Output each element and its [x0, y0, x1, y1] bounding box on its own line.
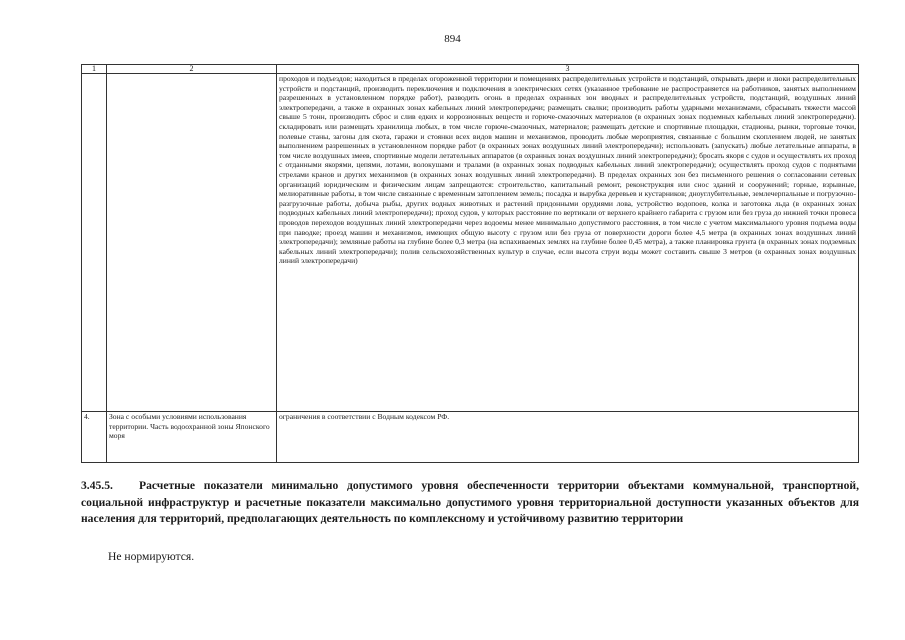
zones-table [81, 64, 859, 463]
section-number: 3.45.5. [81, 479, 113, 492]
header-cell-1: 1 [82, 65, 107, 74]
section-title: Расчетные показатели минимально допустимого уровня обеспеченности территории объектами коммунальной, транспортной, социальной инфраструктур и расчетные показатели максимально допустимого уровня территориальной доступности указанных объектов для населения для территорий, предполагающих деятельность по комплексному и устойчивому развитию территории [81, 479, 859, 525]
table-header-row [82, 65, 859, 74]
table-row [82, 74, 859, 412]
zone-name-cell [107, 74, 277, 412]
header-cell-3: 3 [277, 65, 859, 74]
section-heading [81, 478, 859, 528]
table-row [82, 412, 859, 463]
header-cell-2: 2 [107, 65, 277, 74]
row-number-cell [82, 74, 107, 412]
zone-name-cell: Зона с особыми условиями использования территории. Часть водоохранной зоны Японского моря [107, 412, 277, 463]
page-number: 894 [444, 33, 461, 45]
restrictions-cell: ограничения в соответствии с Водным кодексом РФ. [277, 412, 859, 463]
row-number-cell: 4. [82, 412, 107, 463]
restrictions-cell: проходов и подъездов; находиться в пределах огороженной территории и помещениях распределительных устройств и подстанций, открывать двери и люки распределительных устройств и подстанций, производить переключения и подключения в электрических сетях (указанное требование не распространяется на работников, занятых выполнением разрешенных в установленном порядке работ), разводить огонь в пределах охранных зон вводных и распределительных устройств, подстанций, воздушных линий электропередачи, а также в охранных зонах кабельных линий электропередачи; размещать свалки; производить работы ударными механизмами, сбрасывать тяжести массой свыше 5 тонн, производить сброс и слив едких и коррозионных веществ и горюче-смазочных материалов (в охранных зонах подземных кабельных линий электропередачи). складировать или размещать хранилища любых, в том числе горюче-смазочных, материалов; размещать детские и спортивные площадки, стадионы, рынки, торговые точки, полевые станы, загоны для скота, гаражи и стоянки всех видов машин и механизмов, проводить любые мероприятия, связанные с большим скоплением людей, не занятых выполнением разрешенных в установленном порядке работ (в охранных зонах воздушных линий электропередачи); использовать (запускать) любые летательные аппараты, в том числе воздушных змеев, спортивные модели летательных аппаратов (в охранных зонах воздушных линий электропередачи); бросать якоря с судов и осуществлять их проход с отданными якорями, цепями, лотами, волокушами и тралами (в охранных зонах подводных кабельных линий электропередачи); осуществлять проход судов с поднятыми стрелами кранов и других механизмов (в охранных зонах воздушных линий электропередачи). В пределах охранных зон без письменного решения о согласовании сетевых организаций юридическим и физическим лицам запрещаются: строительство, капитальный ремонт, реконструкция или снос зданий и сооружений; горные, взрывные, мелиоративные работы, в том числе связанные с временным затоплением земель; посадка и вырубка деревьев и кустарников; дноуглубительные, землечерпальные и погрузочно-разгрузочные работы, добыча рыбы, других водных животных и растений придонными орудиями лова, устройство водопоев, колка и заготовка льда (в охранных зонах подводных кабельных линий электропередачи); проход судов, у которых расстояние по вертикали от верхнего крайнего габарита с грузом или без груза до нижней точки провеса проводов переходов воздушных линий электропередачи через водоемы менее минимально допустимого расстояния, в том числе с учетом максимального уровня подъема воды при паводке; проезд машин и механизмов, имеющих общую высоту с грузом или без груза от поверхности дороги более 4,5 метра (в охранных зонах воздушных линий электропередачи); земляные работы на глубине более 0,3 метра (на вспахиваемых землях на глубине более 0,45 метра), а также планировка грунта (в охранных зонах подземных кабельных линий электропередачи); полив сельскохозяйственных культур в случае, если высота струи воды может составить свыше 3 метров (в охранных зонах воздушных линий электропередачи) [277, 74, 859, 412]
section-body: Не нормируются. [108, 550, 195, 563]
